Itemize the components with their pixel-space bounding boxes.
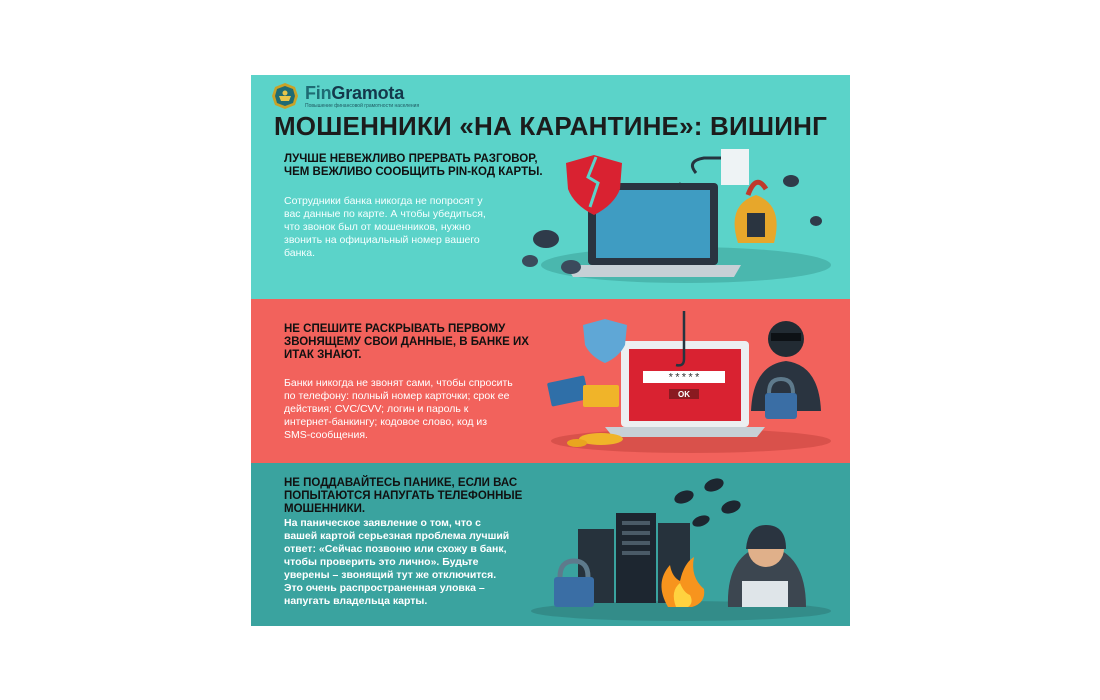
section-3-illustration — [516, 473, 836, 623]
brand-logo — [271, 81, 419, 111]
bomb-icon — [673, 476, 743, 529]
brand-name-fin: Fin — [305, 82, 332, 103]
broken-shield-icon — [583, 319, 627, 363]
section-2-heading: НЕ СПЕШИТЕ РАСКРЫВАТЬ ПЕРВОМУ ЗВОНЯЩЕМУ СВОИ ДАННЫЕ, В БАНКЕ ИХ ИТАК ЗНАЮТ. — [284, 323, 529, 361]
brand-tagline: Повышение финансовой грамотности населения — [305, 102, 420, 109]
section-1 — [251, 75, 850, 299]
padlock-icon — [554, 561, 594, 607]
hacker-icon — [728, 525, 806, 607]
logo-emblem-icon — [271, 82, 299, 110]
credit-card-icon — [547, 375, 619, 407]
section-1-body: Сотрудники банка никогда не попросят у вас данные по карте. А чтобы убедиться, что звонок был от мошенников, нужно звонить на официальный номер вашего банка. — [284, 195, 486, 259]
section-3-heading: НЕ ПОДДАВАЙТЕСЬ ПАНИКЕ, ЕСЛИ ВАС ПОПЫТАЮТСЯ НАПУГАТЬ ТЕЛЕФОННЫЕ МОШЕННИКИ. — [284, 477, 523, 515]
section-2-body: Банки никогда не звонят сами, чтобы спросить по телефону: полный номер карточки; срок ее действия; CVC/CVV; логин и пароль к интернет-банкингу; кодовое слово, код из SMS-сообщения. — [284, 377, 513, 441]
section-1-illustration — [516, 143, 836, 293]
section-3-body: На паническое заявление о том, что с вашей картой серьезная проблема лучший ответ: «Сейчас позвоню или схожу в банк, чтобы проверить это лично». Будьте уверены – звонящий тут же отключится. Это очень распространенная уловка – напугать владельца карты. — [284, 517, 510, 607]
brand-name-gramota: Gramota — [331, 82, 405, 103]
section-2-illustration — [541, 311, 841, 459]
brand-name — [305, 84, 419, 102]
helmet-icon — [735, 182, 777, 243]
ok-label: OK — [678, 390, 690, 399]
password-mask: ***** — [667, 373, 701, 385]
infographic-poster — [251, 75, 850, 626]
section-1-heading: ЛУЧШЕ НЕВЕЖЛИВО ПРЕРВАТЬ РАЗГОВОР, ЧЕМ ВЕЖЛИВО СООБЩИТЬ PIN-КОД КАРТЫ. — [284, 153, 543, 178]
page-title: МОШЕННИКИ «НА КАРАНТИНЕ»: ВИШИНГ — [273, 111, 828, 141]
